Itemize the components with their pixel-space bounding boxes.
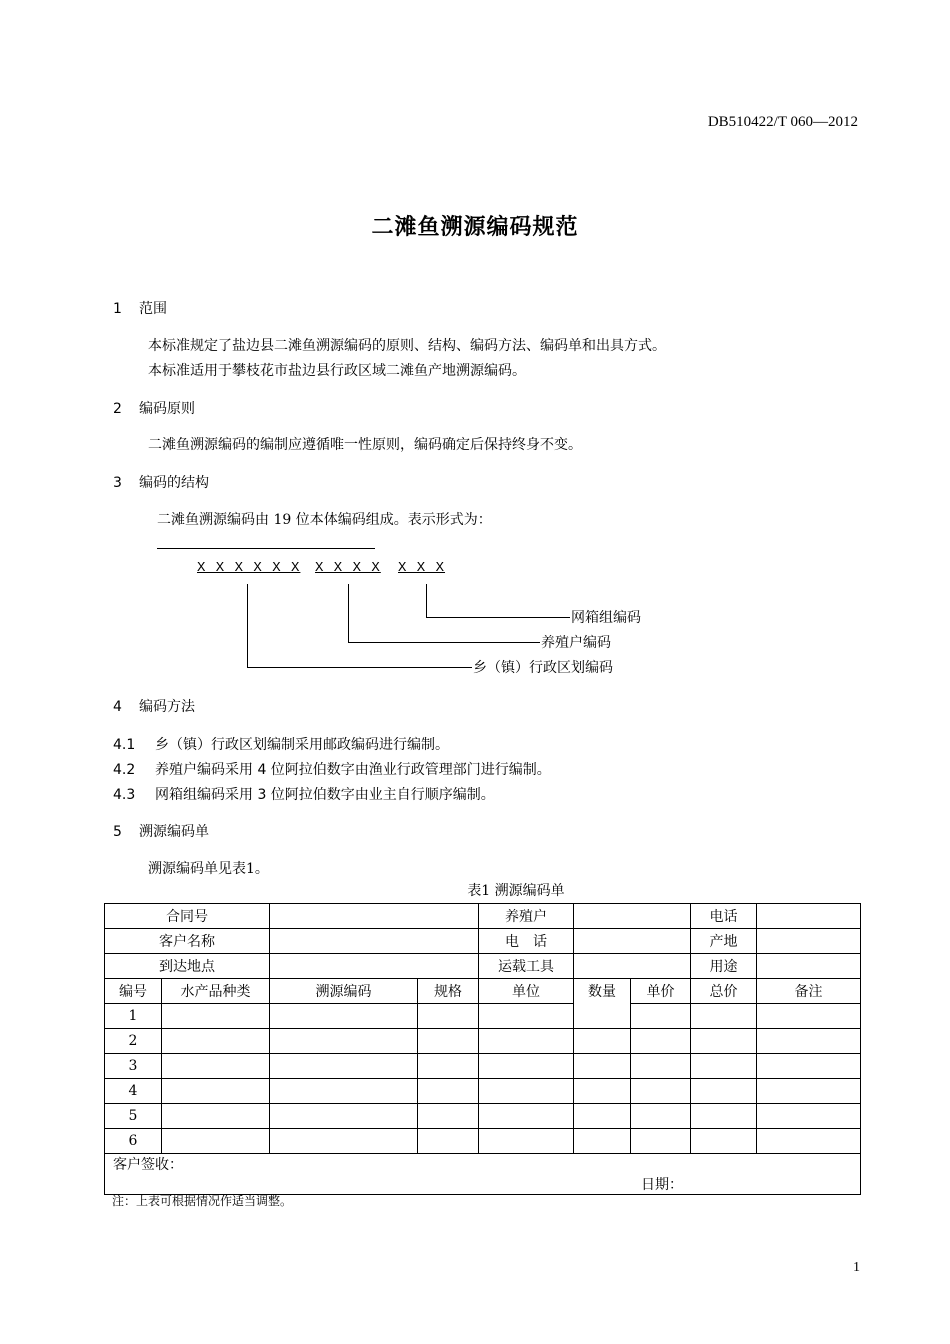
table-note: 注：上表可根据情况作适当调整。 [112, 1194, 293, 1208]
info-value [757, 954, 861, 979]
column-header: 溯源编码 [270, 979, 418, 1004]
label-township-code: 乡（镇）行政区划编码 [473, 660, 613, 676]
info-value [574, 954, 691, 979]
info-row [105, 929, 861, 954]
info-label: 运载工具 [479, 954, 574, 979]
section-1-heading [113, 298, 167, 318]
page-title: 二滩鱼溯源编码规范 [371, 215, 579, 240]
info-value [270, 929, 479, 954]
date-label: 日期： [641, 1177, 683, 1193]
column-header: 单价 [631, 979, 691, 1004]
section-title: 范围 [139, 301, 167, 317]
diagram-top-rule [157, 548, 375, 549]
section-2-paragraph: 二滩鱼溯源编码的编制应遵循唯一性原则，编码确定后保持终身不变。 [148, 437, 582, 453]
section-1-paragraph-1: 本标准规定了盐边县二滩鱼溯源编码的原则、结构、编码方法、编码单和出具方式。 [148, 338, 666, 354]
info-value [270, 904, 479, 929]
label-farmer-code: 养殖户编码 [541, 635, 611, 651]
table-row [105, 1029, 861, 1054]
traceability-code-table [104, 903, 861, 1195]
row-number: 1 [105, 1004, 162, 1029]
signature-row [105, 1154, 861, 1195]
connector-farmer-vertical [348, 584, 349, 643]
info-value [574, 929, 691, 954]
column-header: 单位 [479, 979, 574, 1004]
row-number: 5 [105, 1104, 162, 1129]
table-row [105, 1004, 861, 1029]
table-row [105, 1129, 861, 1154]
connector-cage-horizontal [426, 617, 570, 618]
signature-cell [105, 1154, 861, 1195]
info-value [574, 904, 691, 929]
info-label: 电 话 [479, 929, 574, 954]
code-group-farmer: X X X X [315, 560, 381, 576]
info-value [757, 904, 861, 929]
column-header: 规格 [418, 979, 479, 1004]
page-number: 1 [853, 1260, 860, 1275]
label-cage-code: 网箱组编码 [571, 610, 641, 626]
info-row [105, 954, 861, 979]
info-label: 用途 [691, 954, 757, 979]
row-number: 2 [105, 1029, 162, 1054]
info-row [105, 904, 861, 929]
subclause-4-2: 4.2 养殖户编码采用 4 位阿拉伯数字由渔业行政管理部门进行编制。 [113, 762, 551, 778]
section-2-heading [113, 398, 195, 418]
info-value [757, 929, 861, 954]
section-number: 3 [113, 475, 122, 491]
column-header-row [105, 979, 861, 1004]
connector-township-horizontal [247, 667, 472, 668]
connector-cage-vertical [426, 584, 427, 618]
table-row [105, 1104, 861, 1129]
connector-farmer-horizontal [348, 642, 540, 643]
section-title: 编码的结构 [139, 475, 209, 491]
column-header: 数量 [574, 979, 631, 1004]
section-3-paragraph: 二滩鱼溯源编码由 19 位本体编码组成。表示形式为： [157, 512, 492, 528]
column-header: 编号 [105, 979, 162, 1004]
section-3-heading [113, 472, 209, 492]
section-4-heading [113, 696, 195, 716]
info-label: 到达地点 [105, 954, 270, 979]
info-label: 合同号 [105, 904, 270, 929]
info-value [270, 954, 479, 979]
table-caption: 表1 溯源编码单 [467, 883, 565, 899]
column-header: 水产品种类 [162, 979, 270, 1004]
code-group-township: X X X X X X [197, 560, 301, 576]
column-header: 总价 [691, 979, 757, 1004]
table-row [105, 1079, 861, 1104]
info-label: 电话 [691, 904, 757, 929]
section-1-paragraph-2: 本标准适用于攀枝花市盐边县行政区域二滩鱼产地溯源编码。 [148, 363, 526, 379]
section-number: 1 [113, 301, 122, 317]
info-label: 客户名称 [105, 929, 270, 954]
signature-label: 客户签收： [113, 1157, 183, 1173]
code-group-cage: X X X [398, 560, 446, 576]
info-label: 产地 [691, 929, 757, 954]
row-number: 6 [105, 1129, 162, 1154]
row-number: 4 [105, 1079, 162, 1104]
document-number: DB510422/T 060—2012 [707, 114, 858, 130]
section-number: 4 [113, 699, 122, 715]
section-number: 2 [113, 401, 122, 417]
column-header: 备注 [757, 979, 861, 1004]
section-title: 溯源编码单 [139, 824, 209, 840]
subclause-4-1: 4.1 乡（镇）行政区划编制采用邮政编码进行编制。 [113, 737, 449, 753]
section-title: 编码原则 [139, 401, 195, 417]
subclause-4-3: 4.3 网箱组编码采用 3 位阿拉伯数字由业主自行顺序编制。 [113, 787, 495, 803]
section-5-paragraph: 溯源编码单见表1。 [148, 861, 269, 877]
section-5-heading [113, 821, 209, 841]
row-number: 3 [105, 1054, 162, 1079]
table-row [105, 1054, 861, 1079]
section-title: 编码方法 [139, 699, 195, 715]
section-number: 5 [113, 824, 122, 840]
connector-township-vertical [247, 584, 248, 668]
info-label: 养殖户 [479, 904, 574, 929]
